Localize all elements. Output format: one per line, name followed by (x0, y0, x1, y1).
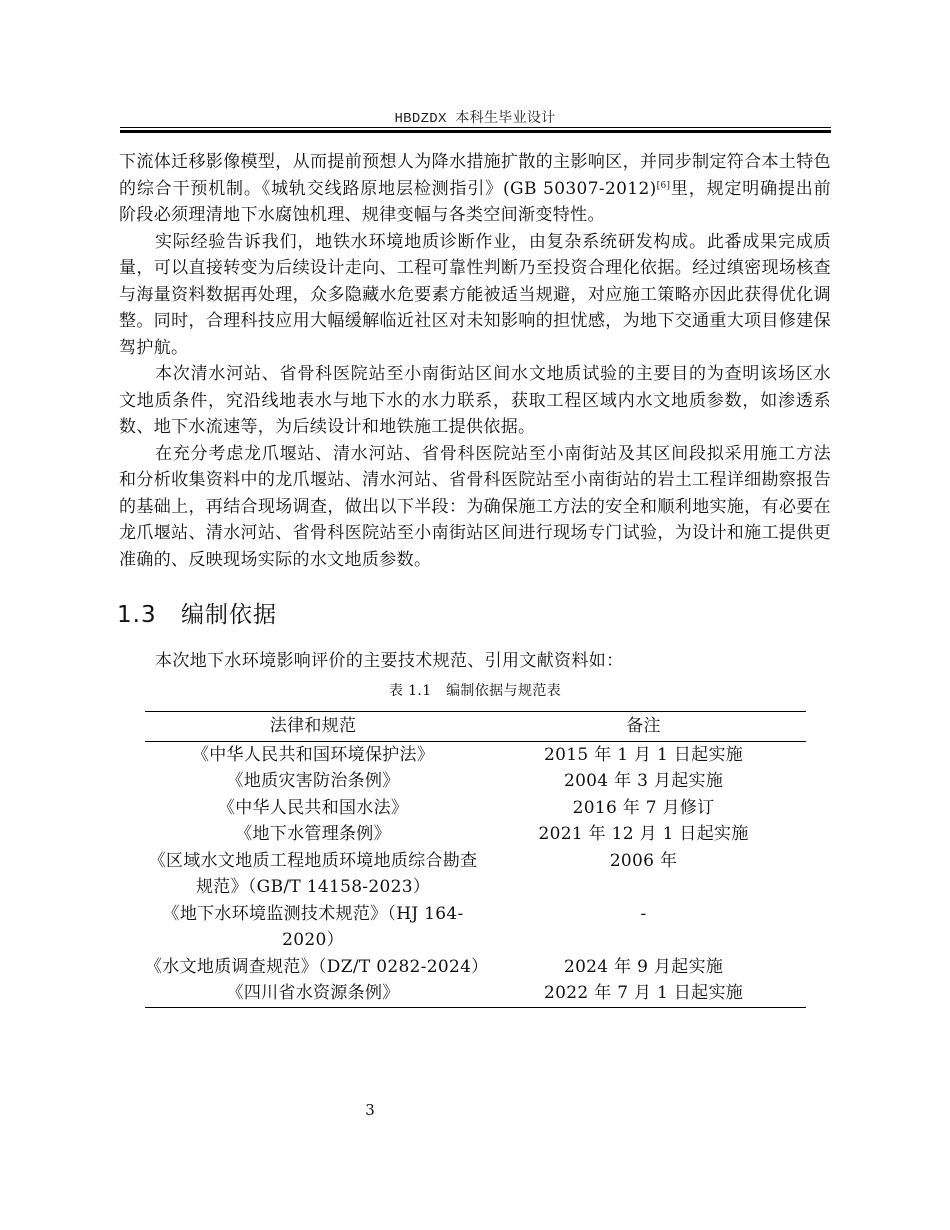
paragraph-4: 在充分考虑龙爪堰站、清水河站、省骨科医院站至小南街站及其区间段拟采用施工方法和分析收集资料中的龙爪堰站、清水河站、省骨科医院站至小南街站的岩土工程详细勘察报告的基础上，再结合现场调查，做出以下半段：为确保施工方法的安全和顺利地实施，有必要在龙爪堰站、清水河站、省骨科医院站至小南街站区间进行现场专门试验，为设计和施工提供更准确的、反映现场实际的水文地质参数。 (119, 443, 831, 570)
table-row (145, 795, 806, 822)
paragraph-2: 实际经验告诉我们，地铁水环境地质诊断作业，由复杂系统研发构成。此番成果完成质量，可以直接转变为后续设计走向、工程可靠性判断乃至投资合理化依据。经过缜密现场核查与海量资料数据再处理，众多隐藏水危要素方能被适当规避，对应施工策略亦因此获得优化调整。同时，合理科技应用大幅缓解临近社区对未知影响的担忧感，为地下交通重大项目修建保驾护航。 (119, 231, 831, 358)
note-cell: 2022 年 7 月 1 日起实施 (481, 980, 806, 1007)
note-cell: 2015 年 1 月 1 日起实施 (544, 744, 744, 765)
table-row (145, 848, 806, 901)
citation-ref: [6] (656, 180, 671, 191)
law-cell: 《地下水环境监测技术规范》（HJ 164-2020） (162, 903, 464, 950)
header-note: 备注 (481, 712, 806, 742)
running-header: HBDZDX 本科生毕业设计 (394, 111, 556, 127)
law-cell: 《水文地质调查规范》（DZ/T 0282-2024） (145, 956, 489, 977)
table-caption: 表 1.1 编制依据与规范表 (388, 683, 562, 699)
note-cell: 2006 年 (609, 850, 678, 871)
note-cell: 2024 年 9 月起实施 (563, 956, 724, 977)
section-title: 编制依据 (181, 602, 277, 628)
page-number: 3 (365, 1101, 375, 1119)
paragraph-3: 本次清水河站、省骨科医院站至小南街站区间水文地质试验的主要目的为查明该场区水文地质条件，究沿线地表水与地下水的水力联系，获取工程区域内水文地质参数，如渗透系数、地下水流速等，为后续设计和地铁施工提供依据。 (119, 364, 831, 437)
intro-paragraph: 本次地下水环境影响评价的主要技术规范、引用文献资料如： (155, 651, 624, 671)
table-row (145, 741, 806, 768)
note-cell: - (640, 903, 647, 924)
paragraph-1-text-a: 下流体迁移影像模型，从而提前预想人为降水措施扩散的主影响区，并同步制定符合本土特色的综合干预机制。《城轨交线路原地层检测指引》(GB 50307-2012) (119, 152, 831, 199)
body-text (119, 149, 831, 573)
table-row (145, 821, 806, 848)
note-cell: 2021 年 12 月 1 日起实施 (538, 824, 749, 844)
note-cell: 2016 年 7 月修订 (572, 797, 715, 818)
regulations-table (145, 711, 806, 1008)
table-row (145, 980, 806, 1007)
law-cell: 《地质灾害防治条例》 (226, 771, 400, 791)
table-header-row (145, 712, 806, 742)
table-row (145, 901, 806, 954)
law-cell: 《四川省水资源条例》 (145, 980, 481, 1007)
law-cell: 《中华人民共和国水法》 (217, 797, 409, 818)
table-row (145, 954, 806, 981)
section-heading (117, 596, 277, 629)
law-cell: 《地下水管理条例》 (235, 824, 391, 844)
paragraph-1 (119, 149, 831, 229)
section-number: 1.3 (117, 602, 157, 628)
header-rule-thin (120, 127, 831, 128)
table-row (145, 768, 806, 795)
section-intro (119, 648, 831, 675)
paragraph-1-text-b: 里，规定明确提出前阶段必须理清地下水腐蚀机理、规律变幅与各类空间渐变特性。 (119, 178, 832, 225)
law-cell: 《区域水文地质工程地质环境地质综合勘查规范》（GB/T 14158-2023） (148, 850, 478, 897)
header-law: 法律和规范 (145, 712, 481, 742)
law-cell: 《中华人民共和国环境保护法》 (191, 744, 435, 765)
header-rule-thick (120, 130, 831, 133)
note-cell: 2004 年 3 月起实施 (563, 771, 724, 791)
